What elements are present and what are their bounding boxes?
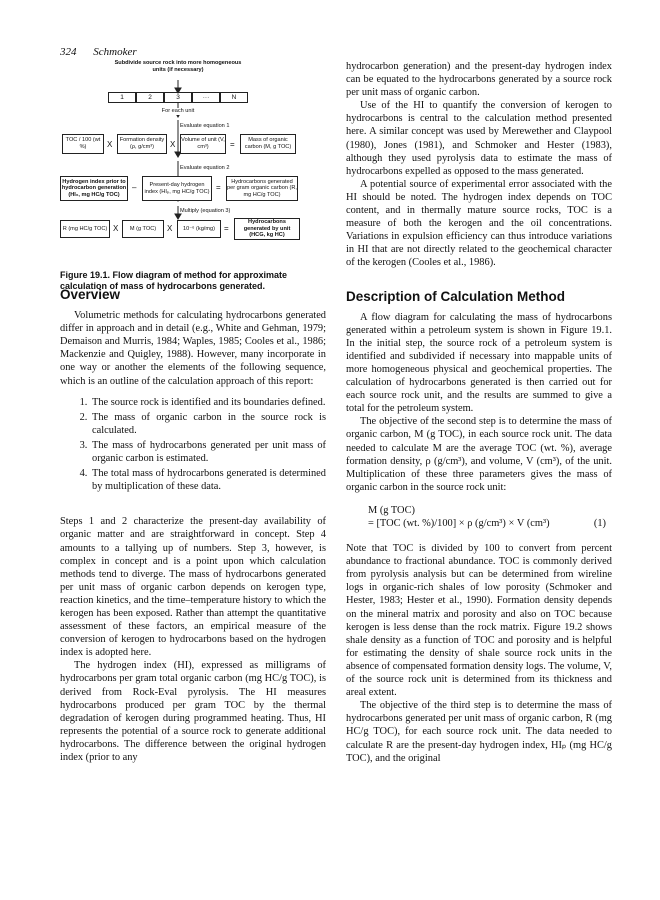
op-times-2: X bbox=[170, 140, 176, 149]
unit-cell-n: N bbox=[220, 92, 248, 103]
density-box: Formation density (ρ, g/cm³) bbox=[117, 134, 167, 154]
right-paragraph-6: Note that TOC is divided by 100 to convert from percent abundance to fractional abundance. TOC is commonly derived from pyrolysis analysis but can be determined from wireline logs in organic-rich shales of low porosity (Schmoker and Hester, 1983; Hester et al., 1990). Formation density depends on the mineral matrix and porosity and also on TOC because kerogen is less dense than the rock matrix. Figure 19.2 shows shale density as a function of TOC and porosity and is helpful for estimating the density of shale source rock units in the absence of compensated formation density logs. The volume, V, of the source rock unit is determined from its thickness and areal extent. bbox=[346, 543, 612, 699]
list-item: 3. The mass of hydrocarbons generated per unit mass of organic carbon is estimated. bbox=[90, 439, 326, 465]
op-minus: – bbox=[132, 183, 137, 192]
subdivide-text: Subdivide source rock into more homogeneous units (if necessary) bbox=[114, 60, 242, 73]
right-paragraph-1: hydrocarbon generation) and the present-day hydrogen index can be equated to the hydrocarbons generated by a source rock per unit mass of organic carbon. bbox=[346, 61, 612, 99]
overview-paragraph-1: Volumetric methods for calculating hydrocarbons generated differ in approach and in detail (e.g., White and Gehman, 1979; Demaison and Murris, 1984; Waples, 1985; Cooles et al., 1986; Mackenzie and Quigley, 1988). However, many incorporate in one way or another the elements of the following sequence, which is an outline of the calculation approach of this report: bbox=[60, 310, 326, 387]
right-paragraph-3: A potential source of experimental error associated with the HI should be noted. The hydrogen index depends on TOC content, and in thermally mature source rocks, TOC is a measure of both the kerogen and the oil concentrations. Variations in expulsion efficiency can thus introduce variations in HI that are not directly related to the geochemical character of the kerogen (Cooles et al., 1986). bbox=[346, 178, 612, 269]
eval2-text: Evaluate equation 2 bbox=[180, 165, 230, 171]
hcg-box: Hydrocarbons generated by unit (HCG, kg HC) bbox=[234, 218, 300, 240]
equation-rhs: = [TOC (wt. %)/100] × ρ (g/cm³) × V (cm³) bbox=[368, 518, 550, 529]
right-column bbox=[346, 60, 612, 765]
right-paragraph-2: Use of the HI to quantify the conversion of kerogen to hydrocarbons is central to the calculation method presented here. A similar concept was used by Merewether and Claypool (1980), Jones (1981), and Schmoker and Hester (1983), although they used pyrolysis data to estimate the mass of hydrocarbons expelled as opposed to the mass generated. bbox=[346, 100, 612, 177]
equation-lhs: M (g TOC) bbox=[368, 504, 415, 516]
right-paragraph-7: The objective of the third step is to determine the mass of hydrocarbons generated per unit mass of organic carbon, R (mg HC/g TOC), for each source rock unit. The data needed to calculate R are the present-day hydrogen index, HIₚ (mg HC/g TOC), and the original bbox=[346, 700, 612, 764]
figure-caption: Figure 19.1. Flow diagram of method for approximate calculation of mass of hydrocarbons generated. bbox=[60, 270, 288, 291]
multiply-text: Multiply (equation 3) bbox=[180, 208, 231, 214]
volume-box: Volume of unit (V, cm³) bbox=[180, 134, 226, 154]
unit-cell-ellipsis: ··· bbox=[192, 92, 220, 103]
flow-diagram bbox=[60, 58, 330, 263]
list-item: 1. The source rock is identified and its boundaries defined. bbox=[90, 396, 326, 409]
op-equals-1: = bbox=[230, 140, 235, 149]
op-equals-2: = bbox=[216, 183, 221, 192]
unit-cell-1: 1 bbox=[108, 92, 136, 103]
op-equals-3: = bbox=[224, 224, 229, 233]
m-box: M (g TOC) bbox=[122, 220, 164, 238]
op-times-4: X bbox=[167, 224, 173, 233]
unit-cell-2: 2 bbox=[136, 92, 164, 103]
overview-heading: Overview bbox=[60, 287, 121, 302]
op-times-3: X bbox=[113, 224, 119, 233]
unit-cell-3: 3 bbox=[164, 92, 192, 103]
overview-paragraph-2: Steps 1 and 2 characterize the present-day availability of organic matter and are straightforward in concept. Step 4 amounts to a tallying up of numbers. Step 3, however, is complex in concept and is a point upon which calculation methods tend to diverge. The mass of hydrocarbons generated per unit mass of organic carbon depends on kerogen type, reaction kinetics, and the time–temperature history to which the kerogen has been exposed. Rather than attempt the quantitative assessment of these factors, an empirical measure of the conversion of kerogen to hydrocarbons based on the hydrogen index is adopted here. bbox=[60, 516, 326, 659]
hc-per-gram-box: Hydrocarbons generated per gram organic carbon (R, mg HC/g TOC) bbox=[226, 176, 298, 201]
list-item: 2. The mass of organic carbon in the source rock is calculated. bbox=[90, 411, 326, 437]
steps-list bbox=[60, 396, 326, 494]
equation-1 bbox=[368, 504, 612, 530]
running-header bbox=[60, 46, 137, 58]
toc-box: TOC / 100 (wt %) bbox=[62, 134, 104, 154]
equation-number: (1) bbox=[593, 518, 606, 529]
page-number: 324 bbox=[60, 46, 77, 58]
description-heading: Description of Calculation Method bbox=[346, 288, 566, 304]
for-each-text: For each unit bbox=[146, 108, 210, 115]
hi-present-box: Present-day hydrogen index (HIₚ, mg HC/g TOC) bbox=[142, 176, 212, 201]
op-times-1: X bbox=[107, 140, 113, 149]
mass-box: Mass of organic carbon (M, g TOC) bbox=[240, 134, 296, 154]
factor-box: 10⁻⁶ (kg/mg) bbox=[177, 220, 221, 238]
eval1-text: Evaluate equation 1 bbox=[180, 123, 230, 129]
running-author: Schmoker bbox=[93, 46, 137, 58]
right-paragraph-4: A flow diagram for calculating the mass of hydrocarbons generated within a petroleum system is shown in Figure 19.1. In the initial step, the source rock of a petroleum system is identified and subdivided if necessary into mappable units of more homogeneous physical and geochemical properties. The calculation of hydrocarbons generated is then carried out for each source rock unit, and the results are summed to give a total for the petroleum system. bbox=[346, 311, 612, 415]
left-column bbox=[60, 284, 326, 764]
hi-prior-box: Hydrogen index prior to hydrocarbon generation (HI₀, mg HC/g TOC) bbox=[60, 176, 128, 201]
r-box: R (mg HC/g TOC) bbox=[60, 220, 110, 238]
list-item: 4. The total mass of hydrocarbons generated is determined by multiplication of these data. bbox=[90, 467, 326, 493]
overview-paragraph-3: The hydrogen index (HI), expressed as milligrams of hydrocarbons per gram total organic carbon (mg HC/g TOC), is derived from Rock-Eval pyrolysis. The HI measures hydrocarbons produced per gram TOC by the thermal degradation of kerogen during programmed heating. Thus, HI represents the potential of a source rock to generate additional hydrocarbons. The difference between the original hydrogen index (prior to any bbox=[60, 660, 326, 763]
right-paragraph-5: The objective of the second step is to determine the mass of organic carbon, M (g TOC), in each source rock unit. The data needed to calculate M are the average TOC (wt. %), average formation density, ρ (g/cm³), and volume, V (cm³), of the unit. Multiplication of these three parameters gives the mass of organic carbon in the source rock unit: bbox=[346, 416, 612, 493]
